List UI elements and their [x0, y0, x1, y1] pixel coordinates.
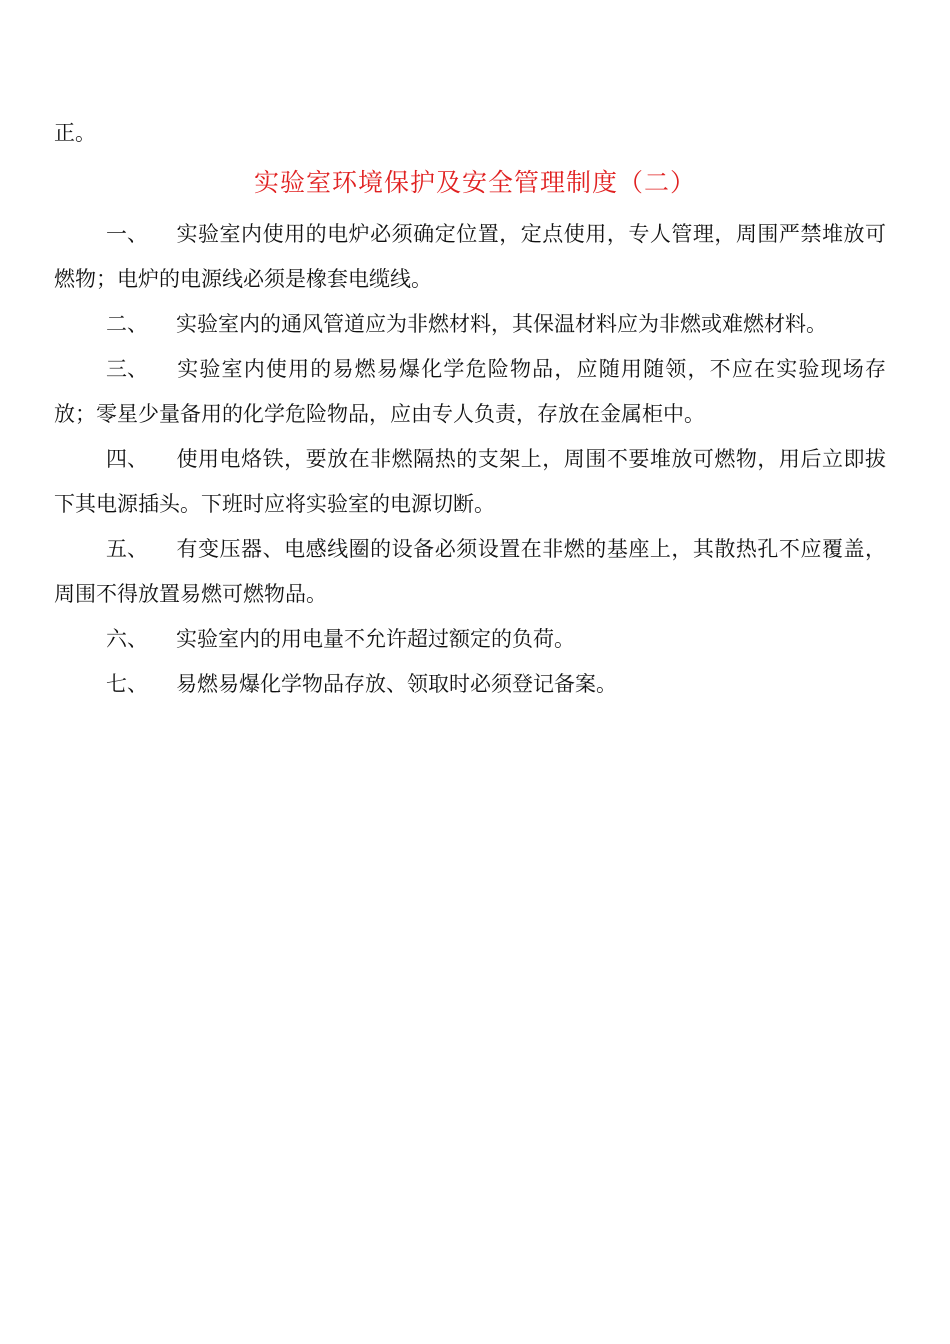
continuation-text: 正。	[54, 121, 96, 145]
rule-text: 实验室内使用的电炉必须确定位置，定点使用，专人管理，周围严禁堆放可燃物；电炉的电源线必须是橡套电缆线。	[54, 222, 886, 291]
rule-number: 四、	[106, 447, 148, 471]
rule-number: 三、	[106, 357, 148, 381]
rule-text: 有变压器、电感线圈的设备必须设置在非燃的基座上，其散热孔不应覆盖，周围不得放置易燃可燃物品。	[54, 537, 886, 606]
rule-text: 使用电烙铁，要放在非燃隔热的支架上，周围不要堆放可燃物，用后立即拔下其电源插头。下班时应将实验室的电源切断。	[54, 447, 886, 516]
rule-item	[54, 437, 886, 527]
rules-list	[54, 212, 886, 707]
rule-number: 二、	[106, 312, 148, 336]
rule-text: 实验室内的用电量不允许超过额定的负荷。	[176, 627, 575, 651]
rule-text: 实验室内的通风管道应为非燃材料，其保温材料应为非燃或难燃材料。	[176, 312, 827, 336]
rule-item	[54, 662, 886, 707]
rule-item	[54, 212, 886, 302]
rule-number: 六、	[106, 627, 148, 651]
rule-number: 一、	[106, 222, 148, 246]
rule-item	[54, 527, 886, 617]
rule-item	[54, 617, 886, 662]
rule-number: 五、	[106, 537, 148, 561]
rule-number: 七、	[106, 672, 148, 696]
document-title: 实验室环境保护及安全管理制度（二）	[253, 168, 696, 197]
rule-text: 实验室内使用的易燃易爆化学危险物品，应随用随领，不应在实验现场存放；零星少量备用的化学危险物品，应由专人负责，存放在金属柜中。	[54, 357, 886, 426]
rule-text: 易燃易爆化学物品存放、领取时必须登记备案。	[176, 672, 617, 696]
rule-item	[54, 302, 886, 347]
rule-item	[54, 347, 886, 437]
